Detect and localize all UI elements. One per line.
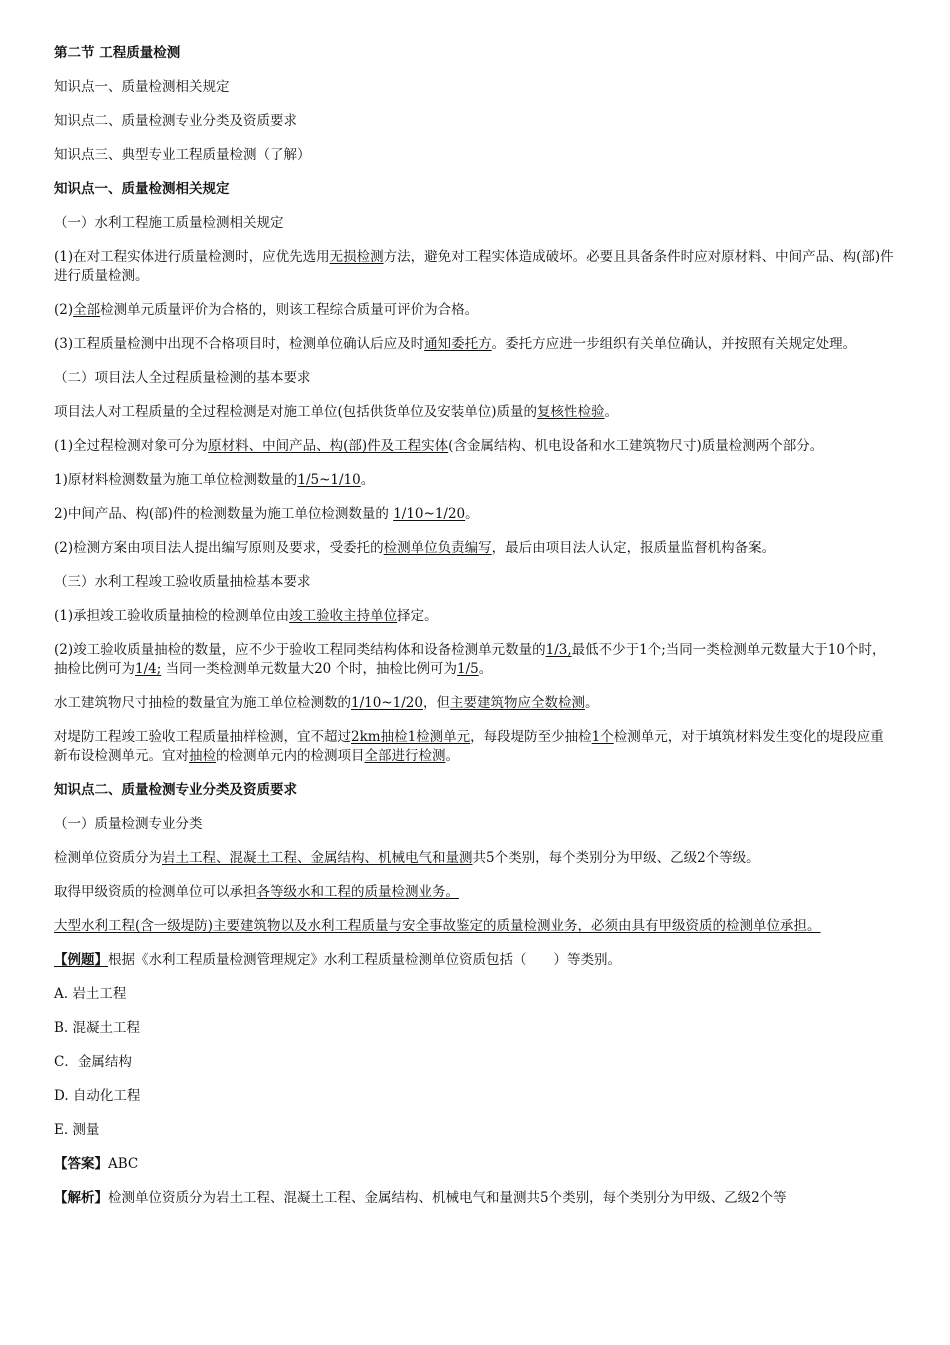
kp1-p11: 水工建筑物尺寸抽检的数量宜为施工单位检测数的1/10~1/20，但主要建筑物应全数检测。 — [54, 695, 599, 711]
option-d: D. 自动化工程 — [54, 1088, 141, 1104]
kp1-p2: (2)全部检测单元质量评价为合格的，则该工程综合质量可评价为合格。 — [54, 302, 479, 318]
option-a: A. 岩土工程 — [54, 986, 127, 1002]
analysis-tag: 【解析】 — [54, 1190, 108, 1206]
answer-tag: 【答案】 — [54, 1156, 108, 1172]
kp1-p1: (1)在对工程实体进行质量检测时，应优先选用无损检测方法，避免对工程实体造成破坏。必要且具备条件时应对原材料、中间产品、构(部)件进行质量检测。 — [54, 249, 894, 284]
kp1-p5: (1)全过程检测对象可分为原材料、中间产品、构(部)件及工程实体(含金属结构、机电设备和水工建筑物尺寸)质量检测两个部分。 — [54, 438, 824, 454]
kp2-p2: 取得甲级资质的检测单位可以承担各等级水和工程的质量检测业务。 — [54, 884, 459, 900]
kp1-p6: 1)原材料检测数量为施工单位检测数量的1/5~1/10。 — [54, 472, 375, 488]
kp1-p12: 对堤防工程竣工验收工程质量抽样检测，宜不超过2km抽检1检测单元，每段堤防至少抽检1个检测单元，对于填筑材料发生变化的堤段应重新布设检测单元。宜对抽检的检测单元内的检测项目全部进行检测。 — [54, 729, 884, 764]
example-question: 【例题】根据《水利工程质量检测管理规定》水利工程质量检测单位资质包括（ ）等类别。 — [54, 952, 621, 968]
kp1-p7: 2)中间产品、构(部)件的检测数量为施工单位检测数量的 1/10~1/20。 — [54, 506, 479, 522]
kp2-p3: 大型水利工程(含一级堤防)主要建筑物以及水利工程质量与安全事故鉴定的质量检测业务，必须由具有甲级资质的检测单位承担。 — [54, 918, 821, 934]
option-c: C．金属结构 — [54, 1054, 132, 1070]
option-e: E. 测量 — [54, 1122, 100, 1138]
kp1-s3-heading: （三）水利工程竣工验收质量抽检基本要求 — [54, 574, 311, 590]
kp2-heading: 知识点二、质量检测专业分类及资质要求 — [54, 782, 297, 798]
analysis: 【解析】检测单位资质分为岩土工程、混凝土工程、金属结构、机械电气和量测共5个类别，每个类别分为甲级、乙级2个等 — [54, 1190, 787, 1206]
toc-item-2: 知识点二、质量检测专业分类及资质要求 — [54, 113, 297, 129]
answer: 【答案】ABC — [54, 1156, 139, 1172]
toc-item-3: 知识点三、典型专业工程质量检测（了解） — [54, 147, 311, 163]
kp2-p1: 检测单位资质分为岩土工程、混凝土工程、金属结构、机械电气和量测共5个类别，每个类别分为甲级、乙级2个等级。 — [54, 850, 760, 866]
option-b: B. 混凝土工程 — [54, 1020, 141, 1036]
kp1-p3: (3)工程质量检测中出现不合格项目时，检测单位确认后应及时通知委托方。委托方应进一步组织有关单位确认，并按照有关规定处理。 — [54, 336, 857, 352]
kp1-p4: 项目法人对工程质量的全过程检测是对施工单位(包括供货单位及安装单位)质量的复核性检验。 — [54, 404, 619, 420]
kp1-p10: (2)竣工验收质量抽检的数量，应不少于验收工程同类结构体和设备检测单元数量的1/3,最低不少于1个;当同一类检测单元数量大于10个时，抽检比例可为1/4; 当同一类检测单元数量大20 个时，抽检比例可为1/5。 — [54, 642, 886, 677]
toc-item-1: 知识点一、质量检测相关规定 — [54, 79, 230, 95]
kp1-heading: 知识点一、质量检测相关规定 — [54, 181, 230, 197]
kp1-s2-heading: （二）项目法人全过程质量检测的基本要求 — [54, 370, 311, 386]
kp1-s1-heading: （一）水利工程施工质量检测相关规定 — [54, 215, 284, 231]
kp1-p9: (1)承担竣工验收质量抽检的检测单位由竣工验收主持单位择定。 — [54, 608, 438, 624]
kp1-p8: (2)检测方案由项目法人提出编写原则及要求，受委托的检测单位负责编写，最后由项目法人认定，报质量监督机构备案。 — [54, 540, 776, 556]
document-page — [54, 44, 894, 1223]
section-title: 第二节 工程质量检测 — [54, 45, 181, 61]
kp2-s1-heading: （一）质量检测专业分类 — [54, 816, 203, 832]
example-tag: 【例题】 — [54, 952, 108, 968]
